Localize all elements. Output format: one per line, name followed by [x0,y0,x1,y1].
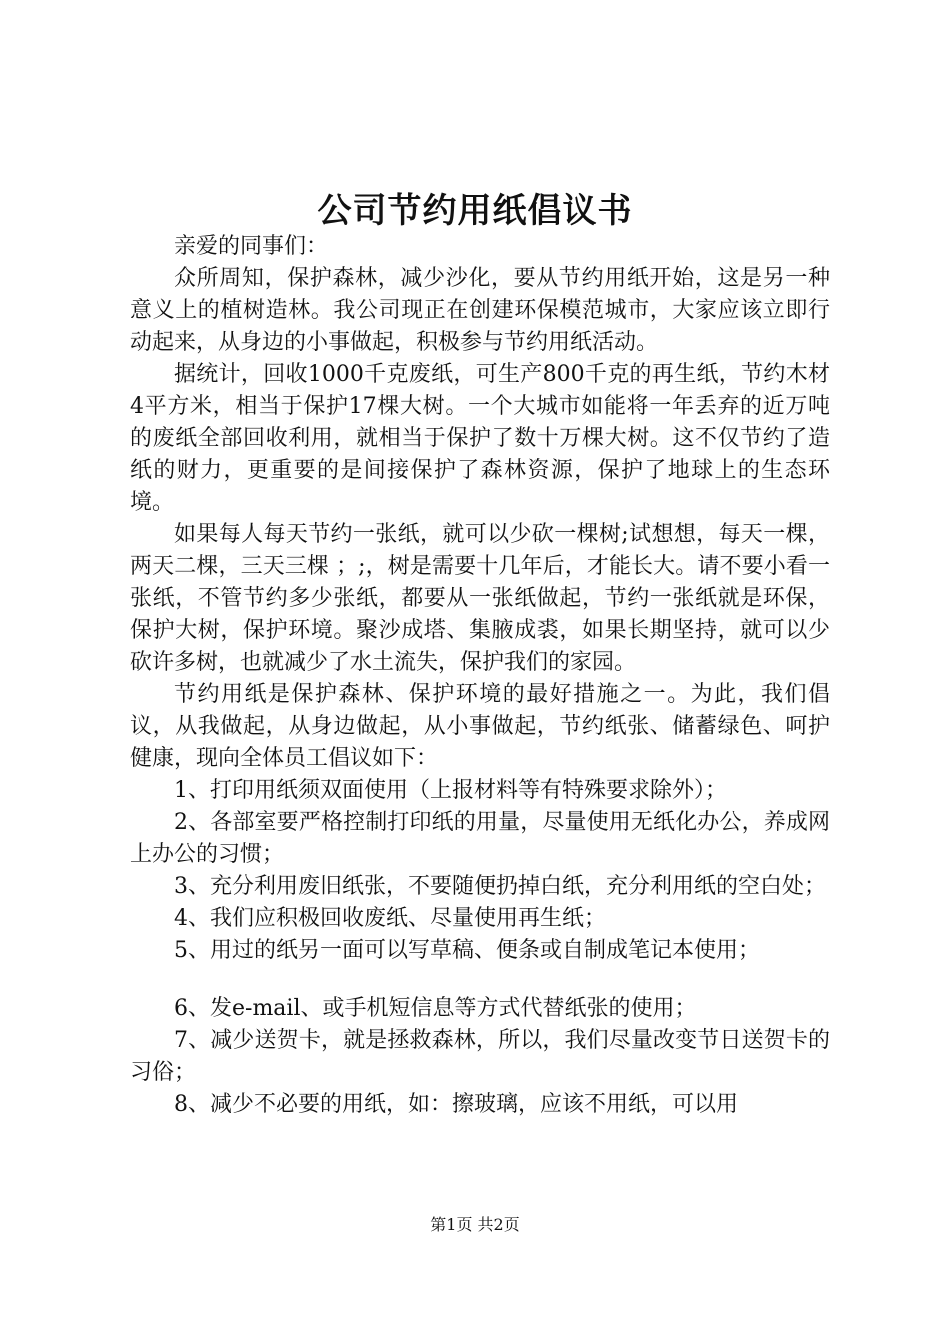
page-footer: 第1页 共2页 [430,1215,520,1234]
list-item-8: 8、减少不必要的用纸，如：擦玻璃，应该不用纸，可以用 [174,1092,738,1117]
list-item-4: 4、我们应积极回收废纸、尽量使用再生纸； [174,906,606,931]
list-item-1: 1、打印用纸须双面使用（上报材料等有特殊要求除外）； [174,778,727,803]
paragraph-proposal: 节约用纸是保护森林、保护环境的最好措施之一。为此，我们倡议，从我做起，从身边做起，从小事做起，节约纸张、储蓄绿色、呵护健康，现向全体员工倡议如下： [130,682,830,771]
paragraph-intro: 众所周知，保护森林，减少沙化，要从节约用纸开始，这是另一种意义上的植树造林。我公司现正在创建环保模范城市，大家应该立即行动起来，从身边的小事做起，积极参与节约用纸活动。 [130,266,830,355]
blank-line [130,967,830,993]
list-item-7: 7、减少送贺卡，就是拯救森林，所以，我们尽量改变节日送贺卡的习俗； [130,1028,830,1085]
salutation: 亲爱的同事们： [174,234,329,259]
document-title: 公司节约用纸倡议书 [317,191,633,231]
list-item-3: 3、充分利用废旧纸张，不要随便扔掉白纸，充分利用纸的空白处； [174,874,826,899]
paragraph-statistics: 据统计，回收1000千克废纸，可生产800千克的再生纸，节约木材4平方米，相当于保护17棵大树。一个大城市如能将一年丢弃的近万吨的废纸全部回收利用，就相当于保护了数十万棵大树。这不仅节约了造纸的财力，更重要的是间接保护了森林资源，保护了地球上的生态环境。 [130,362,830,515]
list-item-5: 5、用过的纸另一面可以写草稿、便条或自制成笔记本使用； [174,938,760,963]
list-item-6: 6、发e-mail、或手机短信息等方式代替纸张的使用； [174,996,697,1021]
list-item-2: 2、各部室要严格控制打印纸的用量，尽量使用无纸化办公，养成网上办公的习惯； [130,810,830,867]
document-body [130,231,830,1121]
paragraph-one-sheet: 如果每人每天节约一张纸，就可以少砍一棵树;试想想，每天一棵，两天二棵，三天三棵 ；;，树是需要十几年后，才能长大。请不要小看一张纸，不管节约多少张纸，都要从一张纸做起，节约一张纸就是环保，保护大树，保护环境。聚沙成塔、集腋成裘，如果长期坚持，就可以少砍许多树，也就减少了水土流失，保护我们的家园。 [130,522,830,675]
